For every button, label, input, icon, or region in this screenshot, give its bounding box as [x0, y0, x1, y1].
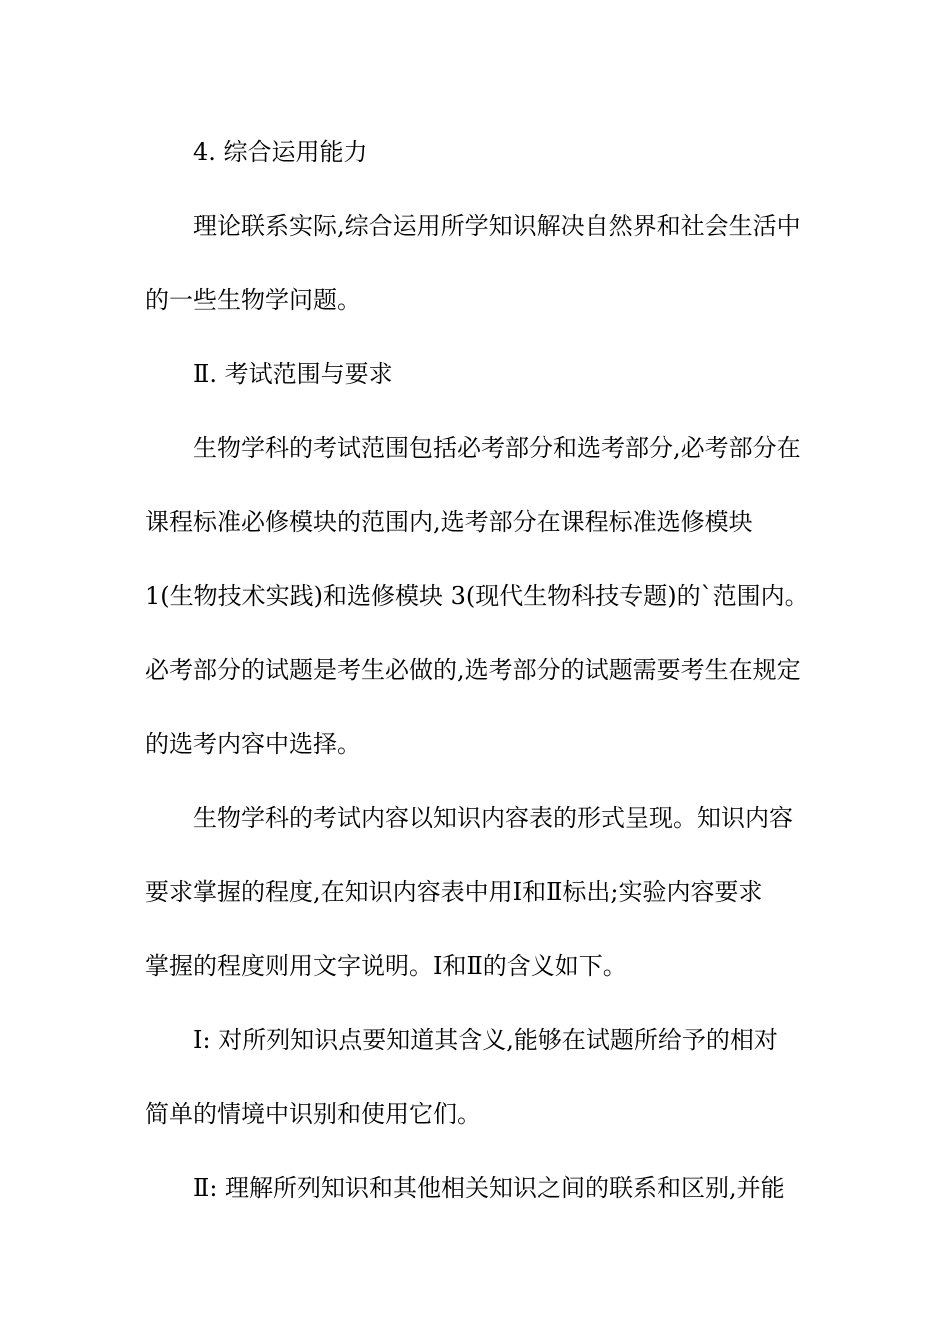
paragraph-line: 1(生物技术实践)和选修模块 3(现代生物科技专题)的`范围内。 [145, 582, 809, 610]
paragraph-line: 的选考内容中选择。 [145, 730, 361, 758]
section-heading-exam-scope: Ⅱ. 考试范围与要求 [193, 360, 393, 388]
definition-level-2: Ⅱ: 理解所列知识和其他相关知识之间的联系和区别,并能 [193, 1174, 785, 1202]
paragraph-line: 的一些生物学问题。 [145, 286, 361, 314]
paragraph-line: 掌握的程度则用文字说明。Ⅰ和Ⅱ的含义如下。 [145, 952, 627, 980]
paragraph-line: 理论联系实际,综合运用所学知识解决自然界和社会生活中 [193, 212, 801, 240]
paragraph-line: 课程标准必修模块的范围内,选考部分在课程标准选修模块 [145, 508, 753, 536]
paragraph-line: 生物学科的考试内容以知识内容表的形式呈现。知识内容 [193, 804, 793, 832]
paragraph-line: 简单的情境中识别和使用它们。 [145, 1100, 481, 1128]
section-heading-comprehensive-ability: 4. 综合运用能力 [193, 138, 368, 166]
paragraph-line: 生物学科的考试范围包括必考部分和选考部分,必考部分在 [193, 434, 801, 462]
definition-level-1: Ⅰ: 对所列知识点要知道其含义,能够在试题所给予的相对 [193, 1026, 778, 1054]
paragraph-line: 要求掌握的程度,在知识内容表中用Ⅰ和Ⅱ标出;实验内容要求 [145, 878, 763, 906]
paragraph-line: 必考部分的试题是考生必做的,选考部分的试题需要考生在规定 [145, 656, 801, 684]
